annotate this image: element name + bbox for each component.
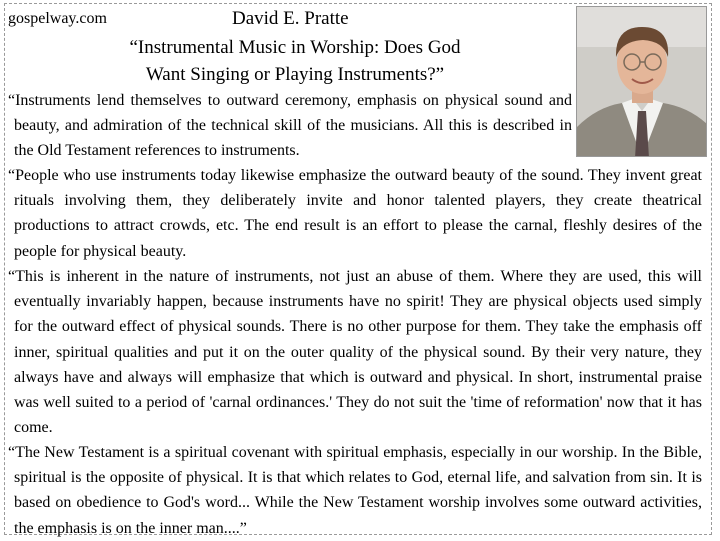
author-portrait-icon — [577, 7, 707, 157]
site-name: gospelway.com — [8, 10, 107, 27]
quote-paragraph-3: “This is inherent in the nature of instruments, not just an abuse of them. Where they are used, this will eventually invariably happen, because instruments have no spirit! They are physical objects used simply for the outward effect of physical sounds. There is no other purpose for them. They take the emphasis off inner, spiritual qualities and put it on the outer quality of the physical sound. By their very nature, they always have and always will emphasize that which is outward and physical. In short, instrumental praise was well suited to a period of 'carnal ordinances.' They do not suit the 'time of reformation' now that it has come. — [8, 268, 702, 437]
author-photo — [576, 6, 707, 157]
quote-paragraph-1: “Instruments lend themselves to outward ceremony, emphasis on physical sound and beauty, and admiration of the technical skill of the musicians. All this is described in the Old Testament references to instruments. — [8, 92, 572, 160]
title-line-1: “Instrumental Music in Worship: Does God — [129, 37, 461, 58]
title-line-2: Want Singing or Playing Instruments?” — [145, 64, 445, 85]
slide-title — [110, 34, 480, 88]
quote-paragraph-4: “The New Testament is a spiritual covenant with spiritual emphasis, especially in our worship. In the Bible, spiritual is the opposite of physical. It is that which relates to God, eternal life, and salvation from sin. It is based on obedience to God's word... While the New Testament worship involves some outward activities, the emphasis is on the inner man....” — [8, 444, 702, 537]
author-name: David E. Pratte — [232, 8, 349, 29]
quote-paragraph-2: “People who use instruments today likewise emphasize the outward beauty of the sound. They invent great rituals involving them, they deliberately invite and honor talented players, they create theatrical productions to attract crowds, etc. The end result is an effort to please the carnal, fleshly desires of the people for physical beauty. — [8, 167, 702, 260]
